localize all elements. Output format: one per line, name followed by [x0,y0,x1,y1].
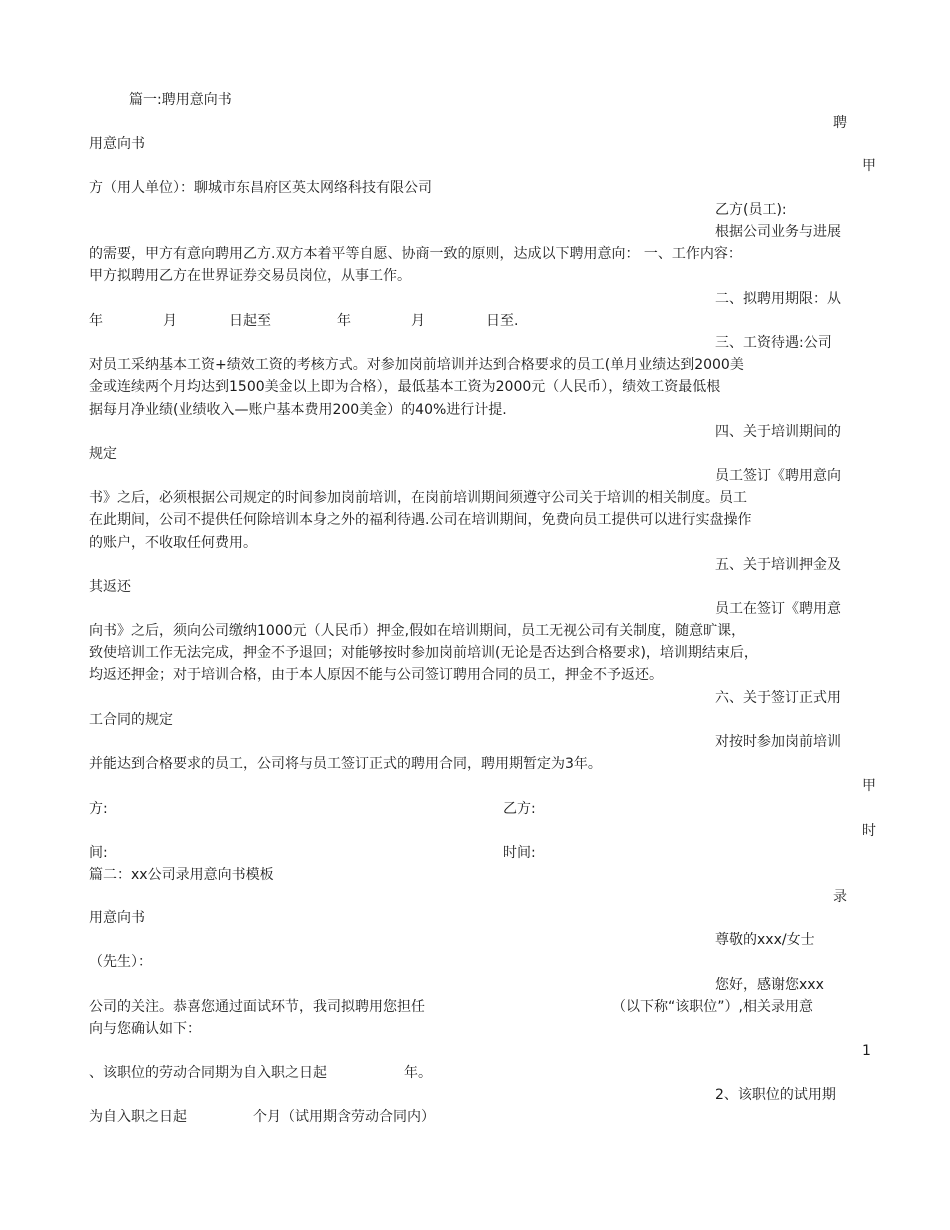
doc-line: 用意向书 [89,136,145,152]
doc-line: 甲 [862,778,876,794]
section-title-1: 篇一:聘用意向书 [129,92,232,108]
doc-line: 时 [862,823,876,839]
doc-line: 向与您确认如下： [89,1021,201,1037]
doc-line: 其返还 [89,579,131,595]
doc-line: 向书》之后，须向公司缴纳1000元（人民币）押金,假如在培训期间，员工无视公司有关制度，随意旷课， [89,623,746,639]
doc-line: 致使培训工作无法完成，押金不予退回；对能够按时参加岗前培训(无论是否达到合格要求)，培训期结束后， [89,645,758,661]
clause-heading: 六、关于签订正式用 [715,690,841,706]
doc-line: 工合同的规定 [89,712,173,728]
doc-line: 用意向书 [89,910,145,926]
salutation: 尊敬的xxx/女士 [715,932,815,948]
doc-line: 个月（试用期含劳动合同内） [253,1109,435,1125]
doc-line: 均返还押金；对于培训合格，由于本人原因不能与公司签订聘用合同的员工，押金不予返还。 [89,667,663,683]
doc-line: 、该职位的劳动合同期为自入职之日起 [89,1065,327,1081]
doc-line: 员工签订《聘用意向 [715,468,841,484]
date-field: 年 [89,313,103,329]
doc-line: 为自入职之日起 [89,1109,187,1125]
doc-line: 聘 [833,115,847,131]
doc-line: 录 [833,889,847,905]
doc-line: 甲方拟聘用乙方在世界证券交易员岗位，从事工作。 [89,268,411,284]
date-field: 年 [337,313,351,329]
doc-line: （以下称“该职位”）,相关录用意 [612,999,813,1015]
party-a-line: 方（用人单位）：聊城市东昌府区英太网络科技有限公司 [89,180,432,196]
signature-date-b: 时间: [503,845,536,861]
doc-line: 员工在签订《聘用意 [715,601,841,617]
signature-party-a: 方: [89,801,108,817]
doc-line: （先生）： [89,954,152,970]
doc-line: 规定 [89,446,117,462]
section-title-2: 篇二：xx公司录用意向书模板 [89,867,274,883]
doc-line: 的需要，甲方有意向聘用乙方.双方本着平等自愿、协商一致的原则，达成以下聘用意向： 一、工作内容： [89,246,742,262]
doc-line: 对按时参加岗前培训 [715,734,841,750]
date-field: 日至. [486,313,519,329]
list-number: 1 [862,1043,871,1059]
clause-heading: 五、关于培训押金及 [715,557,841,573]
doc-line: 年。 [404,1065,432,1081]
clause-heading: 四、关于培训期间的 [715,424,841,440]
signature-date-a: 间: [89,845,108,861]
clause-heading: 二、拟聘用期限：从 [715,291,841,307]
doc-line: 2、该职位的试用期 [715,1087,836,1103]
doc-line: 在此期间，公司不提供任何除培训本身之外的福利待遇.公司在培训期间，免费向员工提供可以进行实盘操作 [89,512,752,528]
doc-line: 您好，感谢您xxx [715,977,824,993]
doc-line: 公司的关注。恭喜您通过面试环节，我司拟聘用您担任 [89,999,425,1015]
date-field: 月 [163,313,177,329]
doc-line: 对员工采纳基本工资+绩效工资的考核方式。对参加岗前培训并达到合格要求的员工(单月业绩达到2000美 [89,357,744,373]
doc-line: 据每月净业绩(业绩收入—账户基本费用200美金）的40%进行计提. [89,402,507,418]
doc-line: 根据公司业务与进展 [715,224,841,240]
party-b-line: 乙方(员工): [715,202,787,218]
doc-line: 并能达到合格要求的员工，公司将与员工签订正式的聘用合同，聘用期暂定为3年。 [89,756,602,772]
doc-line: 金或连续两个月均达到1500美金以上即为合格），最低基本工资为2000元（人民币），绩效工资最低根 [89,379,721,395]
signature-party-b: 乙方: [503,801,536,817]
date-field: 日起至 [229,313,271,329]
doc-line: 书》之后，必须根据公司规定的时间参加岗前培训，在岗前培训期间须遵守公司关于培训的相关制度。员工 [89,490,747,506]
doc-line: 甲 [862,158,876,174]
date-field: 月 [411,313,425,329]
clause-heading: 三、工资待遇:公司 [715,335,832,351]
doc-line: 的账户，不收取任何费用。 [89,535,257,551]
